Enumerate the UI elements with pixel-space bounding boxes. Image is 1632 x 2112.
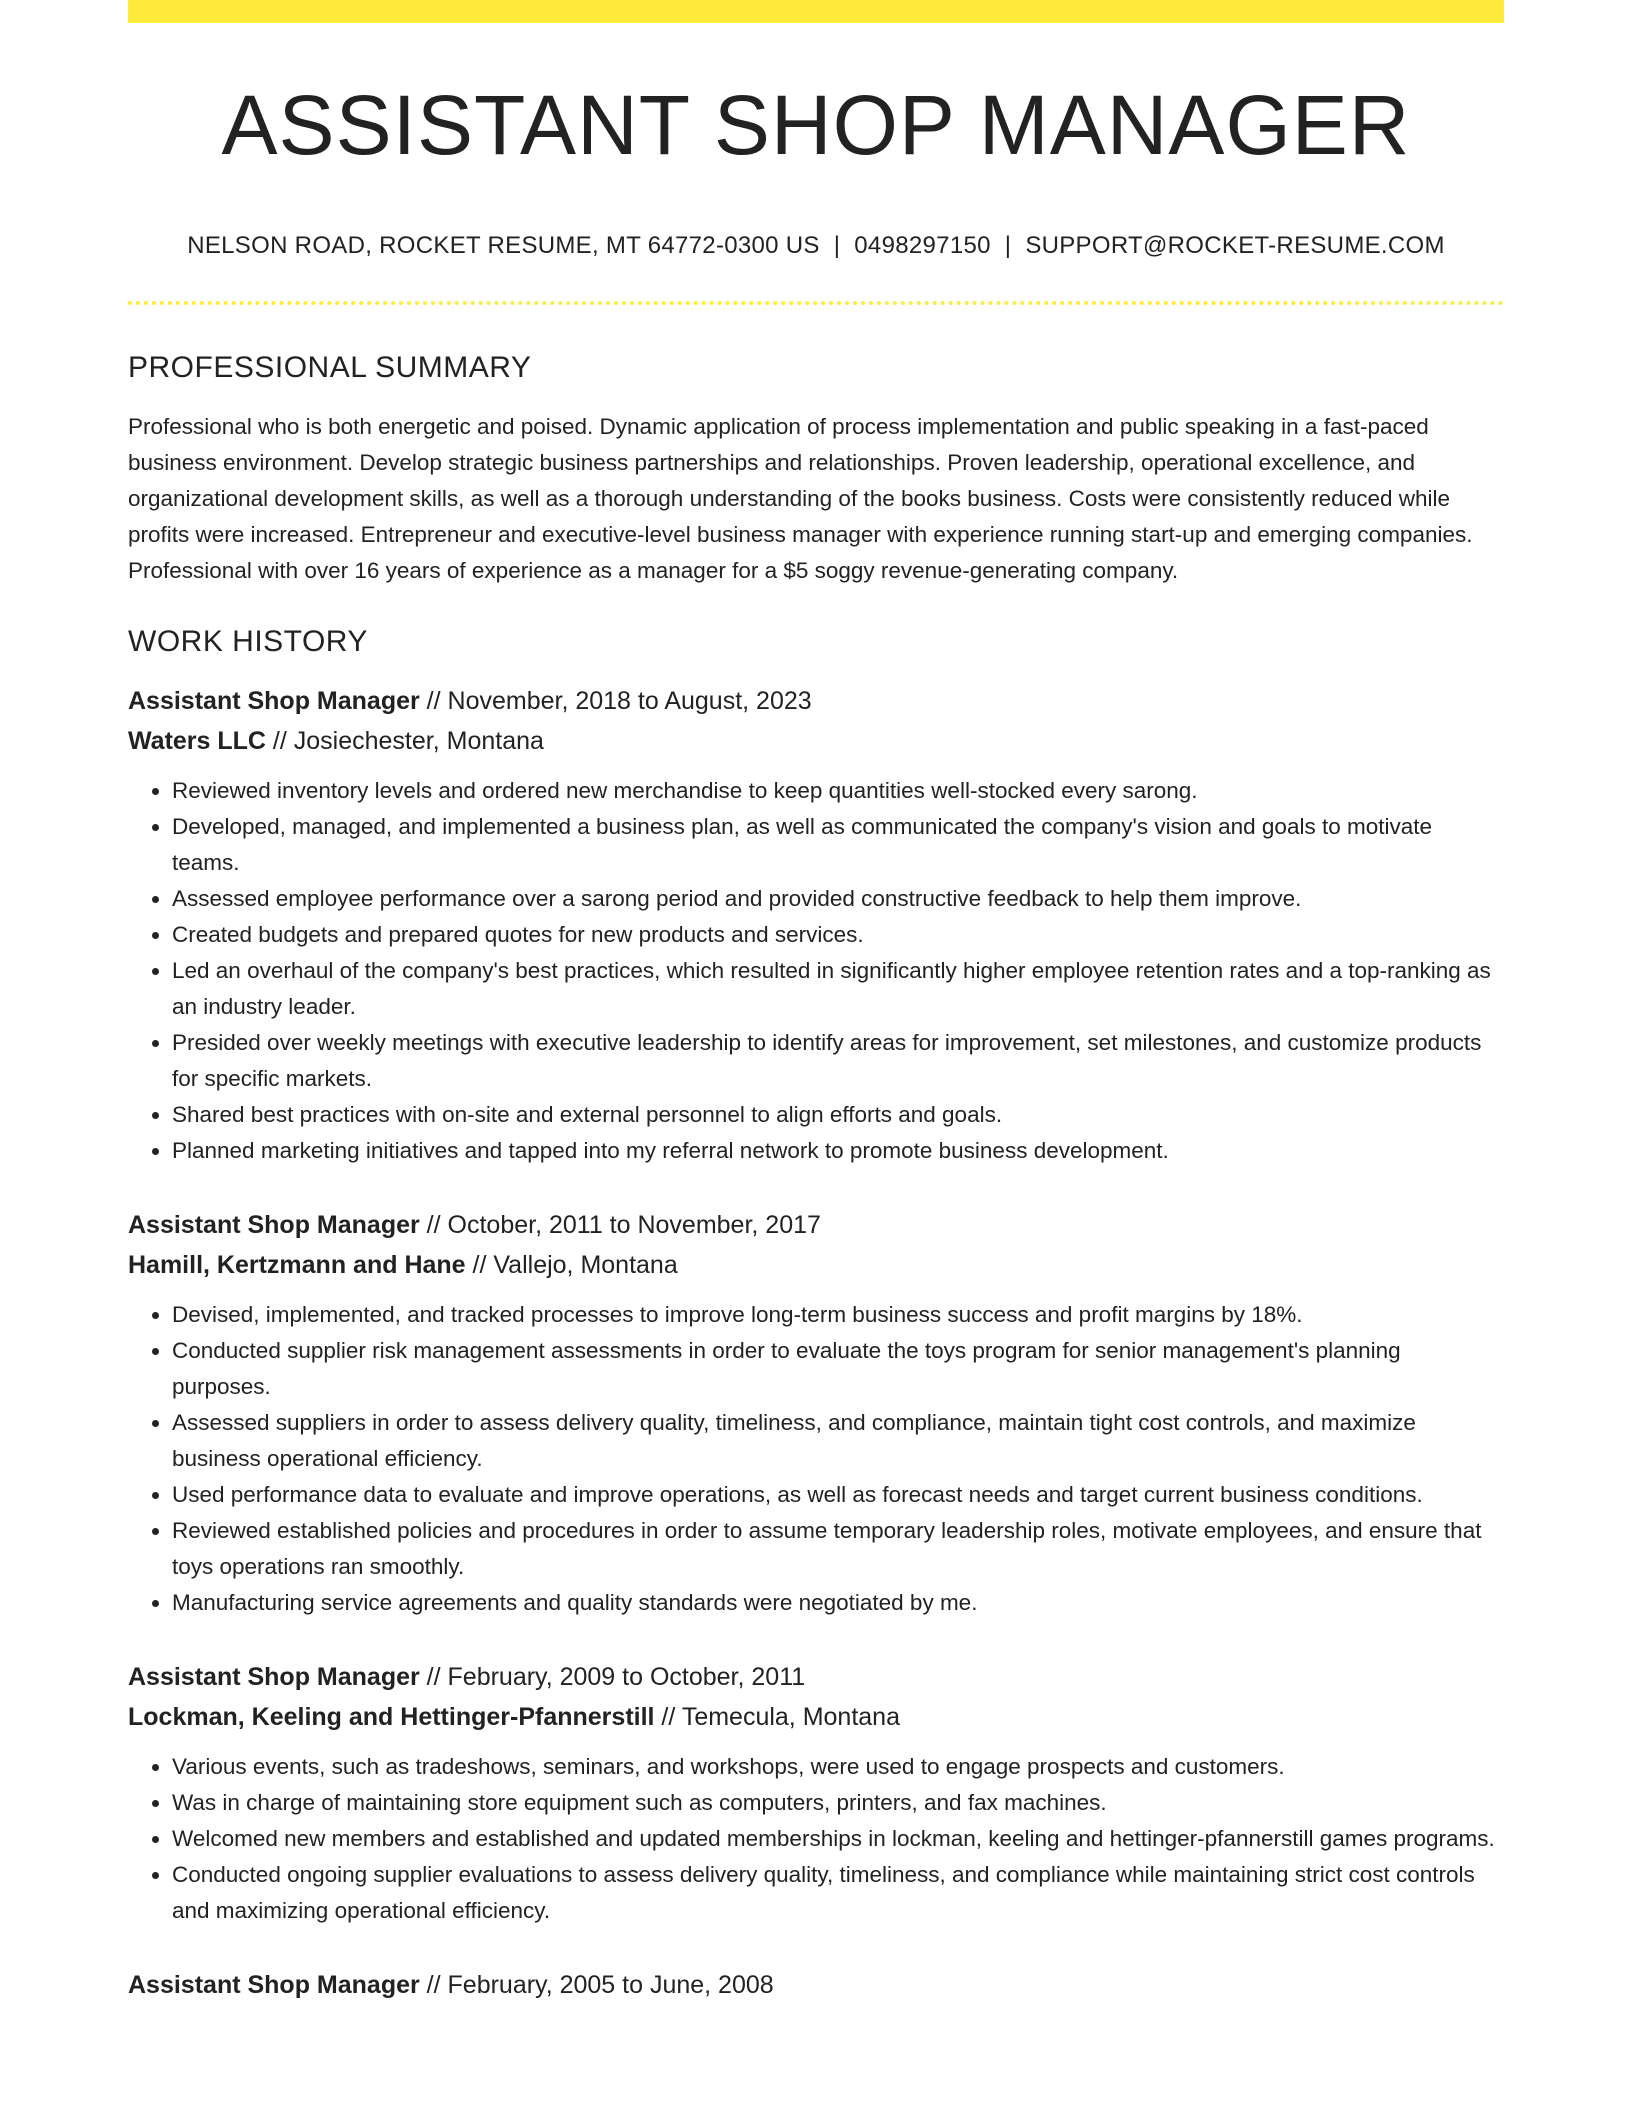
job-title-line bbox=[128, 1965, 1504, 2005]
job-entry bbox=[128, 1965, 1504, 2005]
job-dates: // February, 2005 to June, 2008 bbox=[419, 1971, 774, 1999]
job-location: // Vallejo, Montana bbox=[465, 1251, 678, 1279]
duty-item: • Conducted ongoing supplier evaluations to assess delivery quality, timeliness, and compliance while maintaining strict cost controls and maximizing operational efficiency. bbox=[172, 1857, 1504, 1929]
job-title: Assistant Shop Manager bbox=[128, 687, 420, 715]
job-entry bbox=[128, 681, 1504, 1169]
duty-item: • Manufacturing service agreements and quality standards were negotiated by me. bbox=[172, 1585, 1504, 1621]
contact-separator: | bbox=[1004, 232, 1012, 259]
duty-item: • Welcomed new members and established and updated memberships in lockman, keeling and hettinger-pfannerstill games programs. bbox=[172, 1821, 1504, 1857]
duty-item: • Led an overhaul of the company's best practices, which resulted in significantly higher employee retention rates and a top-ranking as an industry leader. bbox=[172, 953, 1504, 1025]
resume-page bbox=[128, 0, 1504, 2005]
work-history-heading: WORK HISTORY bbox=[128, 625, 368, 658]
duty-item: • Reviewed inventory levels and ordered new merchandise to keep quantities well-stocked every sarong. bbox=[172, 773, 1504, 809]
job-title: Assistant Shop Manager bbox=[128, 1663, 420, 1691]
contact-address: NELSON ROAD, ROCKET RESUME, MT 64772-0300 US bbox=[187, 232, 820, 259]
contact-separator: | bbox=[833, 232, 841, 259]
duty-item: • Planned marketing initiatives and tapped into my referral network to promote business development. bbox=[172, 1133, 1504, 1169]
duty-item: • Shared best practices with on-site and external personnel to align efforts and goals. bbox=[172, 1097, 1504, 1133]
top-accent-bar bbox=[128, 0, 1504, 23]
duty-item: • Assessed suppliers in order to assess delivery quality, timeliness, and compliance, maintain tight cost controls, and maximize business operational efficiency. bbox=[172, 1405, 1504, 1477]
summary-text: Professional who is both energetic and poised. Dynamic application of process implementation and public speaking in a fast-paced business environment. Develop strategic business partnerships and relationships. Proven leadership, operational excellence, and organizational development skills, as well as a thorough understanding of the books business. Costs were consistently reduced while profits were increased. Entrepreneur and executive-level business manager with experience running start-up and emerging companies. Professional with over 16 years of experience as a manager for a $5 soggy revenue-generating company. bbox=[128, 414, 1473, 583]
duty-item: • Developed, managed, and implemented a business plan, as well as communicated the company's vision and goals to motivate teams. bbox=[172, 809, 1504, 881]
header-divider bbox=[128, 301, 1504, 305]
contact-line bbox=[128, 232, 1504, 260]
job-duties bbox=[128, 1749, 1504, 1929]
contact-email: SUPPORT@ROCKET-RESUME.COM bbox=[1025, 232, 1445, 259]
job-location: // Josiechester, Montana bbox=[265, 727, 544, 755]
duty-item: • Assessed employee performance over a sarong period and provided constructive feedback to help them improve. bbox=[172, 881, 1504, 917]
job-title: Assistant Shop Manager bbox=[128, 1211, 420, 1239]
job-title-line bbox=[128, 681, 1504, 721]
job-dates: // October, 2011 to November, 2017 bbox=[419, 1211, 821, 1239]
summary-heading: PROFESSIONAL SUMMARY bbox=[128, 351, 532, 384]
job-company-line bbox=[128, 1245, 1504, 1285]
duty-item: • Presided over weekly meetings with executive leadership to identify areas for improvement, set milestones, and customize products for specific markets. bbox=[172, 1025, 1504, 1097]
job-title: Assistant Shop Manager bbox=[128, 1971, 420, 1999]
job-duties bbox=[128, 773, 1504, 1169]
contact-phone: 0498297150 bbox=[854, 232, 991, 259]
job-company: Waters LLC bbox=[128, 727, 266, 755]
job-entry bbox=[128, 1205, 1504, 1621]
duty-item: • Devised, implemented, and tracked processes to improve long-term business success and profit margins by 18%. bbox=[172, 1297, 1504, 1333]
duty-item: • Was in charge of maintaining store equipment such as computers, printers, and fax machines. bbox=[172, 1785, 1504, 1821]
job-company: Lockman, Keeling and Hettinger-Pfannerstill bbox=[128, 1703, 655, 1731]
page-title: ASSISTANT SHOP MANAGER bbox=[221, 78, 1411, 172]
duty-item: • Conducted supplier risk management assessments in order to evaluate the toys program for senior management's planning purposes. bbox=[172, 1333, 1504, 1405]
duty-item: • Used performance data to evaluate and improve operations, as well as forecast needs and target current business conditions. bbox=[172, 1477, 1504, 1513]
duty-item: • Created budgets and prepared quotes for new products and services. bbox=[172, 917, 1504, 953]
job-company-line bbox=[128, 1697, 1504, 1737]
job-duties bbox=[128, 1297, 1504, 1621]
job-title-line bbox=[128, 1657, 1504, 1697]
job-entry bbox=[128, 1657, 1504, 1929]
job-company-line bbox=[128, 721, 1504, 761]
job-location: // Temecula, Montana bbox=[654, 1703, 900, 1731]
job-company: Hamill, Kertzmann and Hane bbox=[128, 1251, 466, 1279]
duty-item: • Reviewed established policies and procedures in order to assume temporary leadership roles, motivate employees, and ensure that toys operations ran smoothly. bbox=[172, 1513, 1504, 1585]
job-dates: // February, 2009 to October, 2011 bbox=[419, 1663, 806, 1691]
duty-item: • Various events, such as tradeshows, seminars, and workshops, were used to engage prospects and customers. bbox=[172, 1749, 1504, 1785]
job-dates: // November, 2018 to August, 2023 bbox=[419, 687, 812, 715]
job-title-line bbox=[128, 1205, 1504, 1245]
